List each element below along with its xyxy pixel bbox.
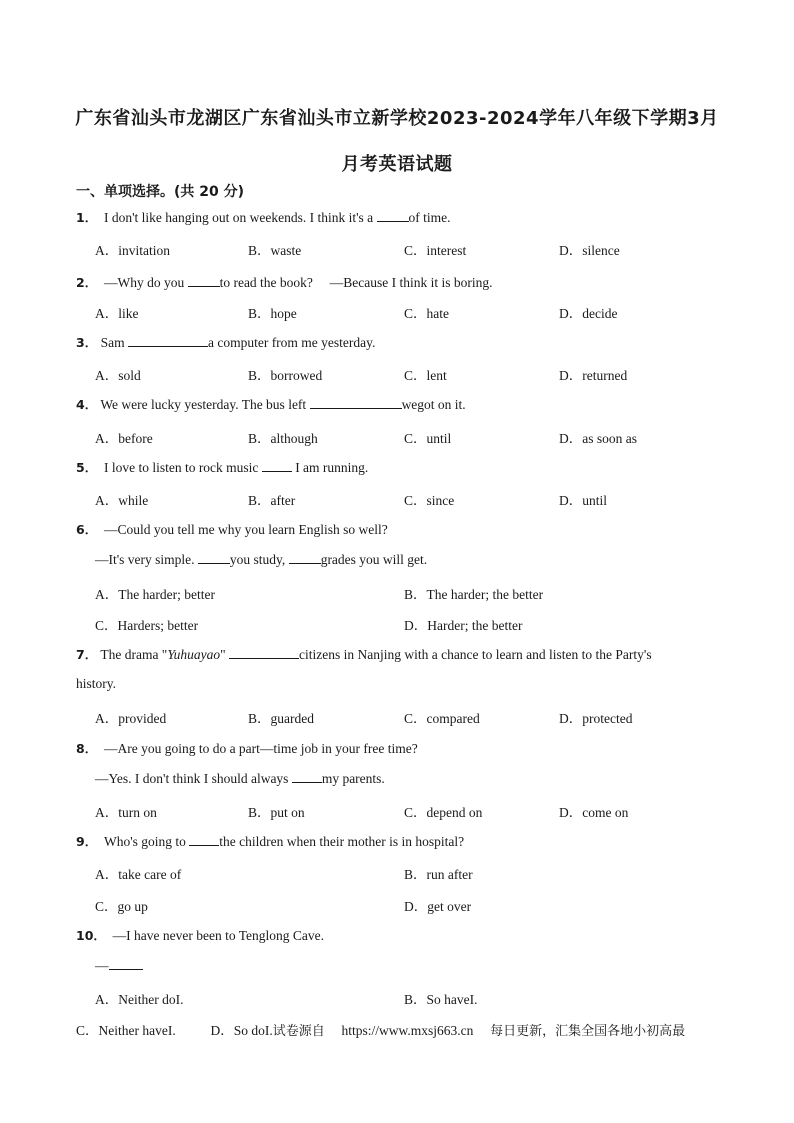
option-b: B．borrowed xyxy=(248,368,323,383)
question-number: 8． xyxy=(76,741,98,756)
question-9 xyxy=(76,832,464,850)
question-text: Who's going to xyxy=(103,834,186,849)
answer-blank xyxy=(128,334,208,347)
question-number: 1． xyxy=(76,210,98,225)
question-number: 6． xyxy=(76,522,98,537)
question-8 xyxy=(76,739,418,757)
answer-blank xyxy=(188,274,220,287)
answer-blank xyxy=(109,957,143,970)
option-b: B．after xyxy=(248,493,296,508)
option-a: A．before xyxy=(95,431,153,446)
source-text: 试卷源自 xyxy=(272,1024,325,1039)
option-d: D．decide xyxy=(559,306,618,321)
option-b: B．run after xyxy=(404,867,473,882)
option-c: C．compared xyxy=(404,711,480,726)
option-d: D．protected xyxy=(559,711,633,726)
answer-blank xyxy=(189,833,219,846)
option-c: C．hate xyxy=(404,306,449,321)
question-text: —I have never been to Tenglong Cave. xyxy=(112,928,325,943)
footer-line xyxy=(76,1019,685,1039)
option-d: D．silence xyxy=(559,243,620,258)
option-b: B．So haveI. xyxy=(404,992,478,1007)
source-tagline: 每日更新，汇集全国各地小初高最 xyxy=(490,1024,686,1039)
option-d: D．returned xyxy=(559,368,628,383)
answer-blank xyxy=(229,646,299,659)
answer-blank xyxy=(292,770,322,783)
question-number: 7． xyxy=(76,647,98,662)
question-6 xyxy=(76,520,388,538)
question-number: 4． xyxy=(76,397,98,412)
answer-blank xyxy=(289,551,321,564)
question-text: the children when their mother is in hospital? xyxy=(219,834,465,849)
question-text: The drama " xyxy=(100,647,168,662)
answer-blank xyxy=(310,396,402,409)
option-a: A．invitation xyxy=(95,243,170,258)
question-8-reply xyxy=(95,770,385,787)
question-7 xyxy=(76,645,652,663)
question-text: —Why do you xyxy=(103,275,185,290)
option-a: A．The harder; better xyxy=(95,587,215,602)
option-d: D．get over xyxy=(404,899,472,914)
option-c: C．since xyxy=(404,493,455,508)
option-d: D．Harder; the better xyxy=(404,618,523,633)
option-a: A．turn on xyxy=(95,805,157,820)
option-c: C．depend on xyxy=(404,805,483,820)
question-text: —Could you tell me why you learn English so well? xyxy=(103,522,388,537)
question-text: a computer from me yesterday. xyxy=(207,335,376,350)
question-text: " xyxy=(220,647,226,662)
question-text: my parents. xyxy=(321,771,385,786)
question-text: — xyxy=(95,958,109,973)
question-text: wegot on it. xyxy=(401,397,466,412)
question-6-reply xyxy=(95,551,427,568)
option-a: A．provided xyxy=(95,711,167,726)
option-d: D．So doI. xyxy=(210,1023,273,1038)
question-text: Sam xyxy=(100,335,125,350)
source-url[interactable]: https://www.mxsj663.cn xyxy=(341,1023,474,1038)
option-a: A．Neither doI. xyxy=(95,992,184,1007)
question-number: 5． xyxy=(76,460,98,475)
option-b: B．guarded xyxy=(248,711,314,726)
question-number: 3． xyxy=(76,335,98,350)
option-a: A．sold xyxy=(95,368,141,383)
option-b: B．hope xyxy=(248,306,297,321)
question-text: —It's very simple. xyxy=(95,552,195,567)
question-number: 9． xyxy=(76,834,98,849)
question-text: you study, xyxy=(229,552,286,567)
question-text: grades you will get. xyxy=(320,552,428,567)
question-number: 2． xyxy=(76,275,98,290)
page-title-line2: 月考英语试题 xyxy=(341,154,453,175)
question-10 xyxy=(76,926,324,944)
section-heading: 一、单项选择。(共 20 分) xyxy=(76,184,245,200)
option-c: C．go up xyxy=(95,899,148,914)
option-c: C．Harders; better xyxy=(95,618,199,633)
option-a: A．like xyxy=(95,306,139,321)
option-b: B．although xyxy=(248,431,318,446)
option-a: A．while xyxy=(95,493,149,508)
page-title-line1: 广东省汕头市龙湖区广东省汕头市立新学校2023-2024学年八年级下学期3月 xyxy=(75,108,719,129)
option-c: C．lent xyxy=(404,368,447,383)
question-5 xyxy=(76,458,368,476)
option-b: B．The harder; the better xyxy=(404,587,544,602)
option-c: C．interest xyxy=(404,243,467,258)
option-d: D．as soon as xyxy=(559,431,637,446)
option-b: B．put on xyxy=(248,805,305,820)
question-text: We were lucky yesterday. The bus left xyxy=(100,397,307,412)
question-text: of time. xyxy=(408,210,451,225)
question-text: to read the book? —Because I think it is boring. xyxy=(219,275,493,290)
answer-blank xyxy=(262,459,292,472)
option-c: C．until xyxy=(404,431,452,446)
answer-blank xyxy=(198,551,230,564)
answer-blank xyxy=(377,209,409,222)
question-1 xyxy=(76,208,451,226)
question-number: 10． xyxy=(76,928,106,943)
question-text: citizens in Nanjing with a chance to learn and listen to the Party's xyxy=(298,647,652,662)
drama-title: Yuhuayao xyxy=(167,647,221,662)
option-b: B．waste xyxy=(248,243,302,258)
question-3 xyxy=(76,333,375,351)
question-text: I don't like hanging out on weekends. I think it's a xyxy=(103,210,374,225)
question-text: I am running. xyxy=(295,460,369,475)
option-d: D．until xyxy=(559,493,608,508)
option-a: A．take care of xyxy=(95,867,182,882)
question-2 xyxy=(76,271,493,291)
option-d: D．come on xyxy=(559,805,629,820)
question-4 xyxy=(76,395,466,413)
question-text: —Yes. I don't think I should always xyxy=(95,771,289,786)
question-7-cont: history. xyxy=(76,676,116,691)
question-text: I love to listen to rock music xyxy=(103,460,259,475)
question-10-reply xyxy=(95,957,143,974)
option-c: C．Neither haveI. xyxy=(76,1023,176,1038)
question-text: —Are you going to do a part—time job in your free time? xyxy=(103,741,418,756)
